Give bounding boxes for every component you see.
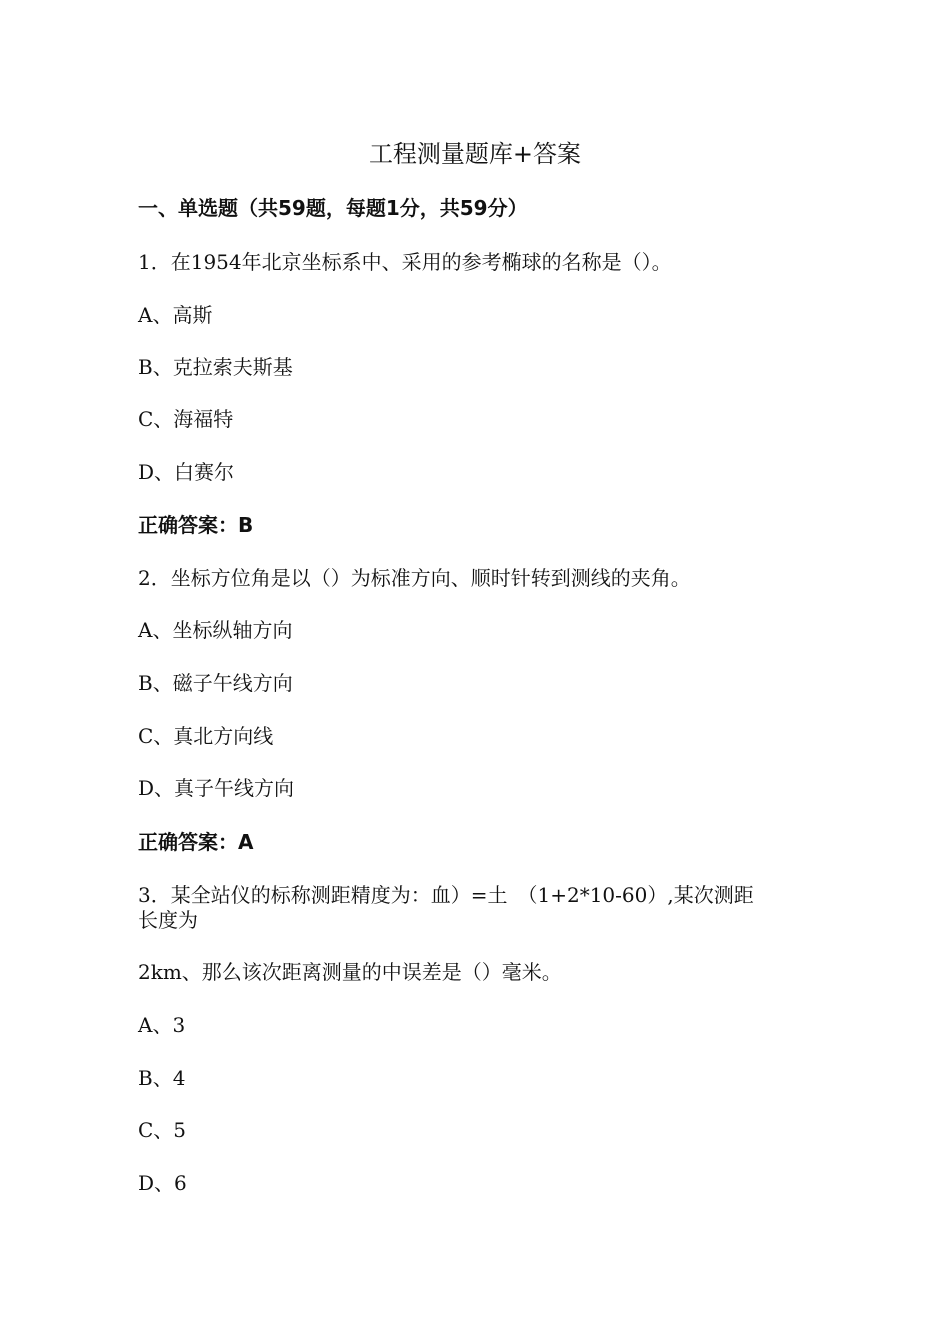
- question-3-option-b: B、4: [138, 1066, 186, 1090]
- question-1-answer: 正确答案：B: [138, 513, 254, 537]
- question-2-option-a: A、坐标纵轴方向: [138, 618, 293, 642]
- question-3-stem-line-3: 2km、那么该次距离测量的中误差是（）毫米。: [138, 960, 562, 984]
- question-3-stem-line-2: 长度为: [138, 908, 198, 932]
- question-3-option-a: A、3: [138, 1013, 186, 1037]
- question-2-option-b: B、磁子午线方向: [138, 671, 293, 695]
- document-title: 工程测量题库+答案: [368, 140, 582, 168]
- question-3-option-d: D、6: [138, 1171, 187, 1195]
- question-2-stem: 2．坐标方位角是以（）为标准方向、顺时针转到测线的夹角。: [138, 566, 691, 590]
- section-heading: 一、单选题（共59题，每题1分，共59分）: [138, 196, 528, 220]
- question-3-option-c: C、5: [138, 1118, 187, 1142]
- question-2-answer: 正确答案：A: [138, 830, 254, 854]
- question-1-option-d: D、白赛尔: [138, 460, 235, 484]
- question-2-option-d: D、真子午线方向: [138, 776, 295, 800]
- question-1-stem: 1．在1954年北京坐标系中、采用的参考椭球的名称是（）。: [138, 250, 672, 274]
- question-1-option-b: B、克拉索夫斯基: [138, 355, 293, 379]
- question-1-option-a: A、高斯: [138, 303, 213, 327]
- question-3-stem-line-1: 3．某全站仪的标称测距精度为：血）=土 （1+2*10-60）,某次测距: [138, 883, 754, 907]
- question-2-option-c: C、真北方向线: [138, 724, 274, 748]
- question-1-option-c: C、海福特: [138, 407, 234, 431]
